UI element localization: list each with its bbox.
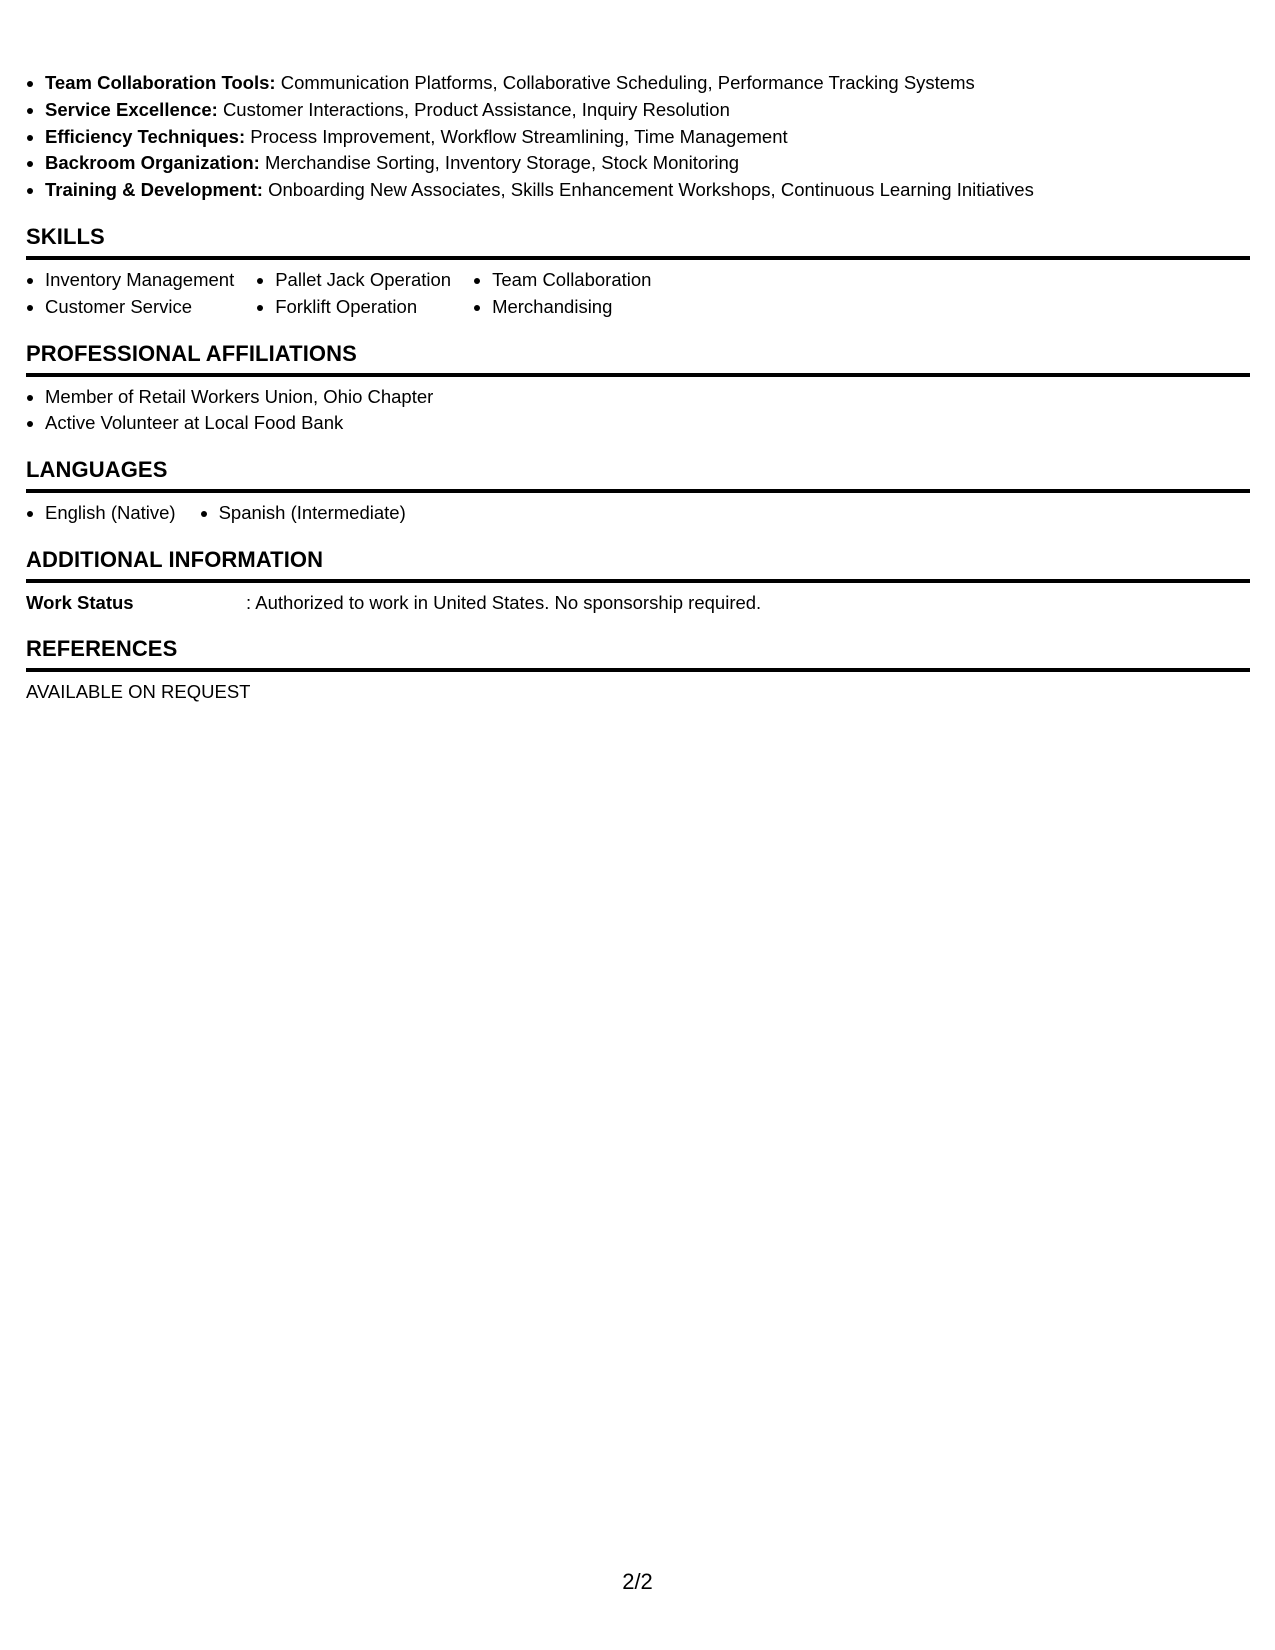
competency-item: [26, 124, 1250, 151]
affiliations-list: [26, 384, 1250, 438]
work-status-row: [26, 590, 1250, 616]
competency-text: Communication Platforms, Collaborative Scheduling, Performance Tracking Systems: [280, 72, 975, 93]
affiliation-item: Active Volunteer at Local Food Bank: [26, 410, 1250, 437]
languages-list: [26, 500, 1250, 527]
competency-item: [26, 177, 1250, 204]
language-item: English (Native): [26, 500, 176, 527]
section-title-skills: SKILLS: [26, 222, 1250, 260]
skill-item: Forklift Operation: [256, 294, 451, 321]
additional-info-section: [26, 545, 1250, 616]
skills-column: [256, 267, 451, 321]
section-title-additional-info: ADDITIONAL INFORMATION: [26, 545, 1250, 583]
section-title-affiliations: PROFESSIONAL AFFILIATIONS: [26, 339, 1250, 377]
competency-label: Training & Development:: [45, 179, 263, 201]
competency-label: Backroom Organization:: [45, 152, 260, 174]
skill-item: Team Collaboration: [473, 267, 651, 294]
competency-list: [26, 70, 1250, 204]
skill-item: Inventory Management: [26, 267, 234, 294]
references-text: AVAILABLE ON REQUEST: [26, 680, 251, 702]
affiliations-section: [26, 339, 1250, 438]
references-section: [26, 634, 1250, 705]
competency-text: Onboarding New Associates, Skills Enhancement Workshops, Continuous Learning Initiatives: [268, 179, 1034, 201]
competency-text: Customer Interactions, Product Assistance, Inquiry Resolution: [222, 98, 730, 120]
language-item: Spanish (Intermediate): [200, 500, 406, 527]
work-status-label: Work Status: [26, 591, 134, 613]
competency-label: Efficiency Techniques:: [45, 125, 246, 147]
competency-text: Merchandise Sorting, Inventory Storage, Stock Monitoring: [264, 152, 740, 174]
skill-item: Merchandising: [473, 294, 651, 321]
skills-columns: [26, 267, 1250, 321]
skills-section: [26, 222, 1250, 321]
competency-item: [26, 97, 1250, 124]
competency-item: [26, 150, 1250, 177]
skills-column: [473, 267, 651, 321]
skill-item: Customer Service: [26, 294, 234, 321]
competency-label: Service Excellence:: [45, 98, 218, 120]
work-status-value: : Authorized to work in United States. No sponsorship required.: [246, 591, 762, 613]
page-number: 2/2: [622, 1569, 653, 1594]
skill-item: Pallet Jack Operation: [256, 267, 451, 294]
competency-text: Process Improvement, Workflow Streamlining, Time Management: [250, 125, 788, 147]
competency-item: [26, 70, 1250, 97]
section-title-references: REFERENCES: [26, 634, 1250, 672]
affiliation-item: Member of Retail Workers Union, Ohio Chapter: [26, 384, 1250, 411]
resume-page: [26, 70, 1250, 705]
languages-section: [26, 455, 1250, 527]
skills-column: [26, 267, 234, 321]
section-title-languages: LANGUAGES: [26, 455, 1250, 493]
competency-label: Team Collaboration Tools:: [45, 72, 276, 93]
